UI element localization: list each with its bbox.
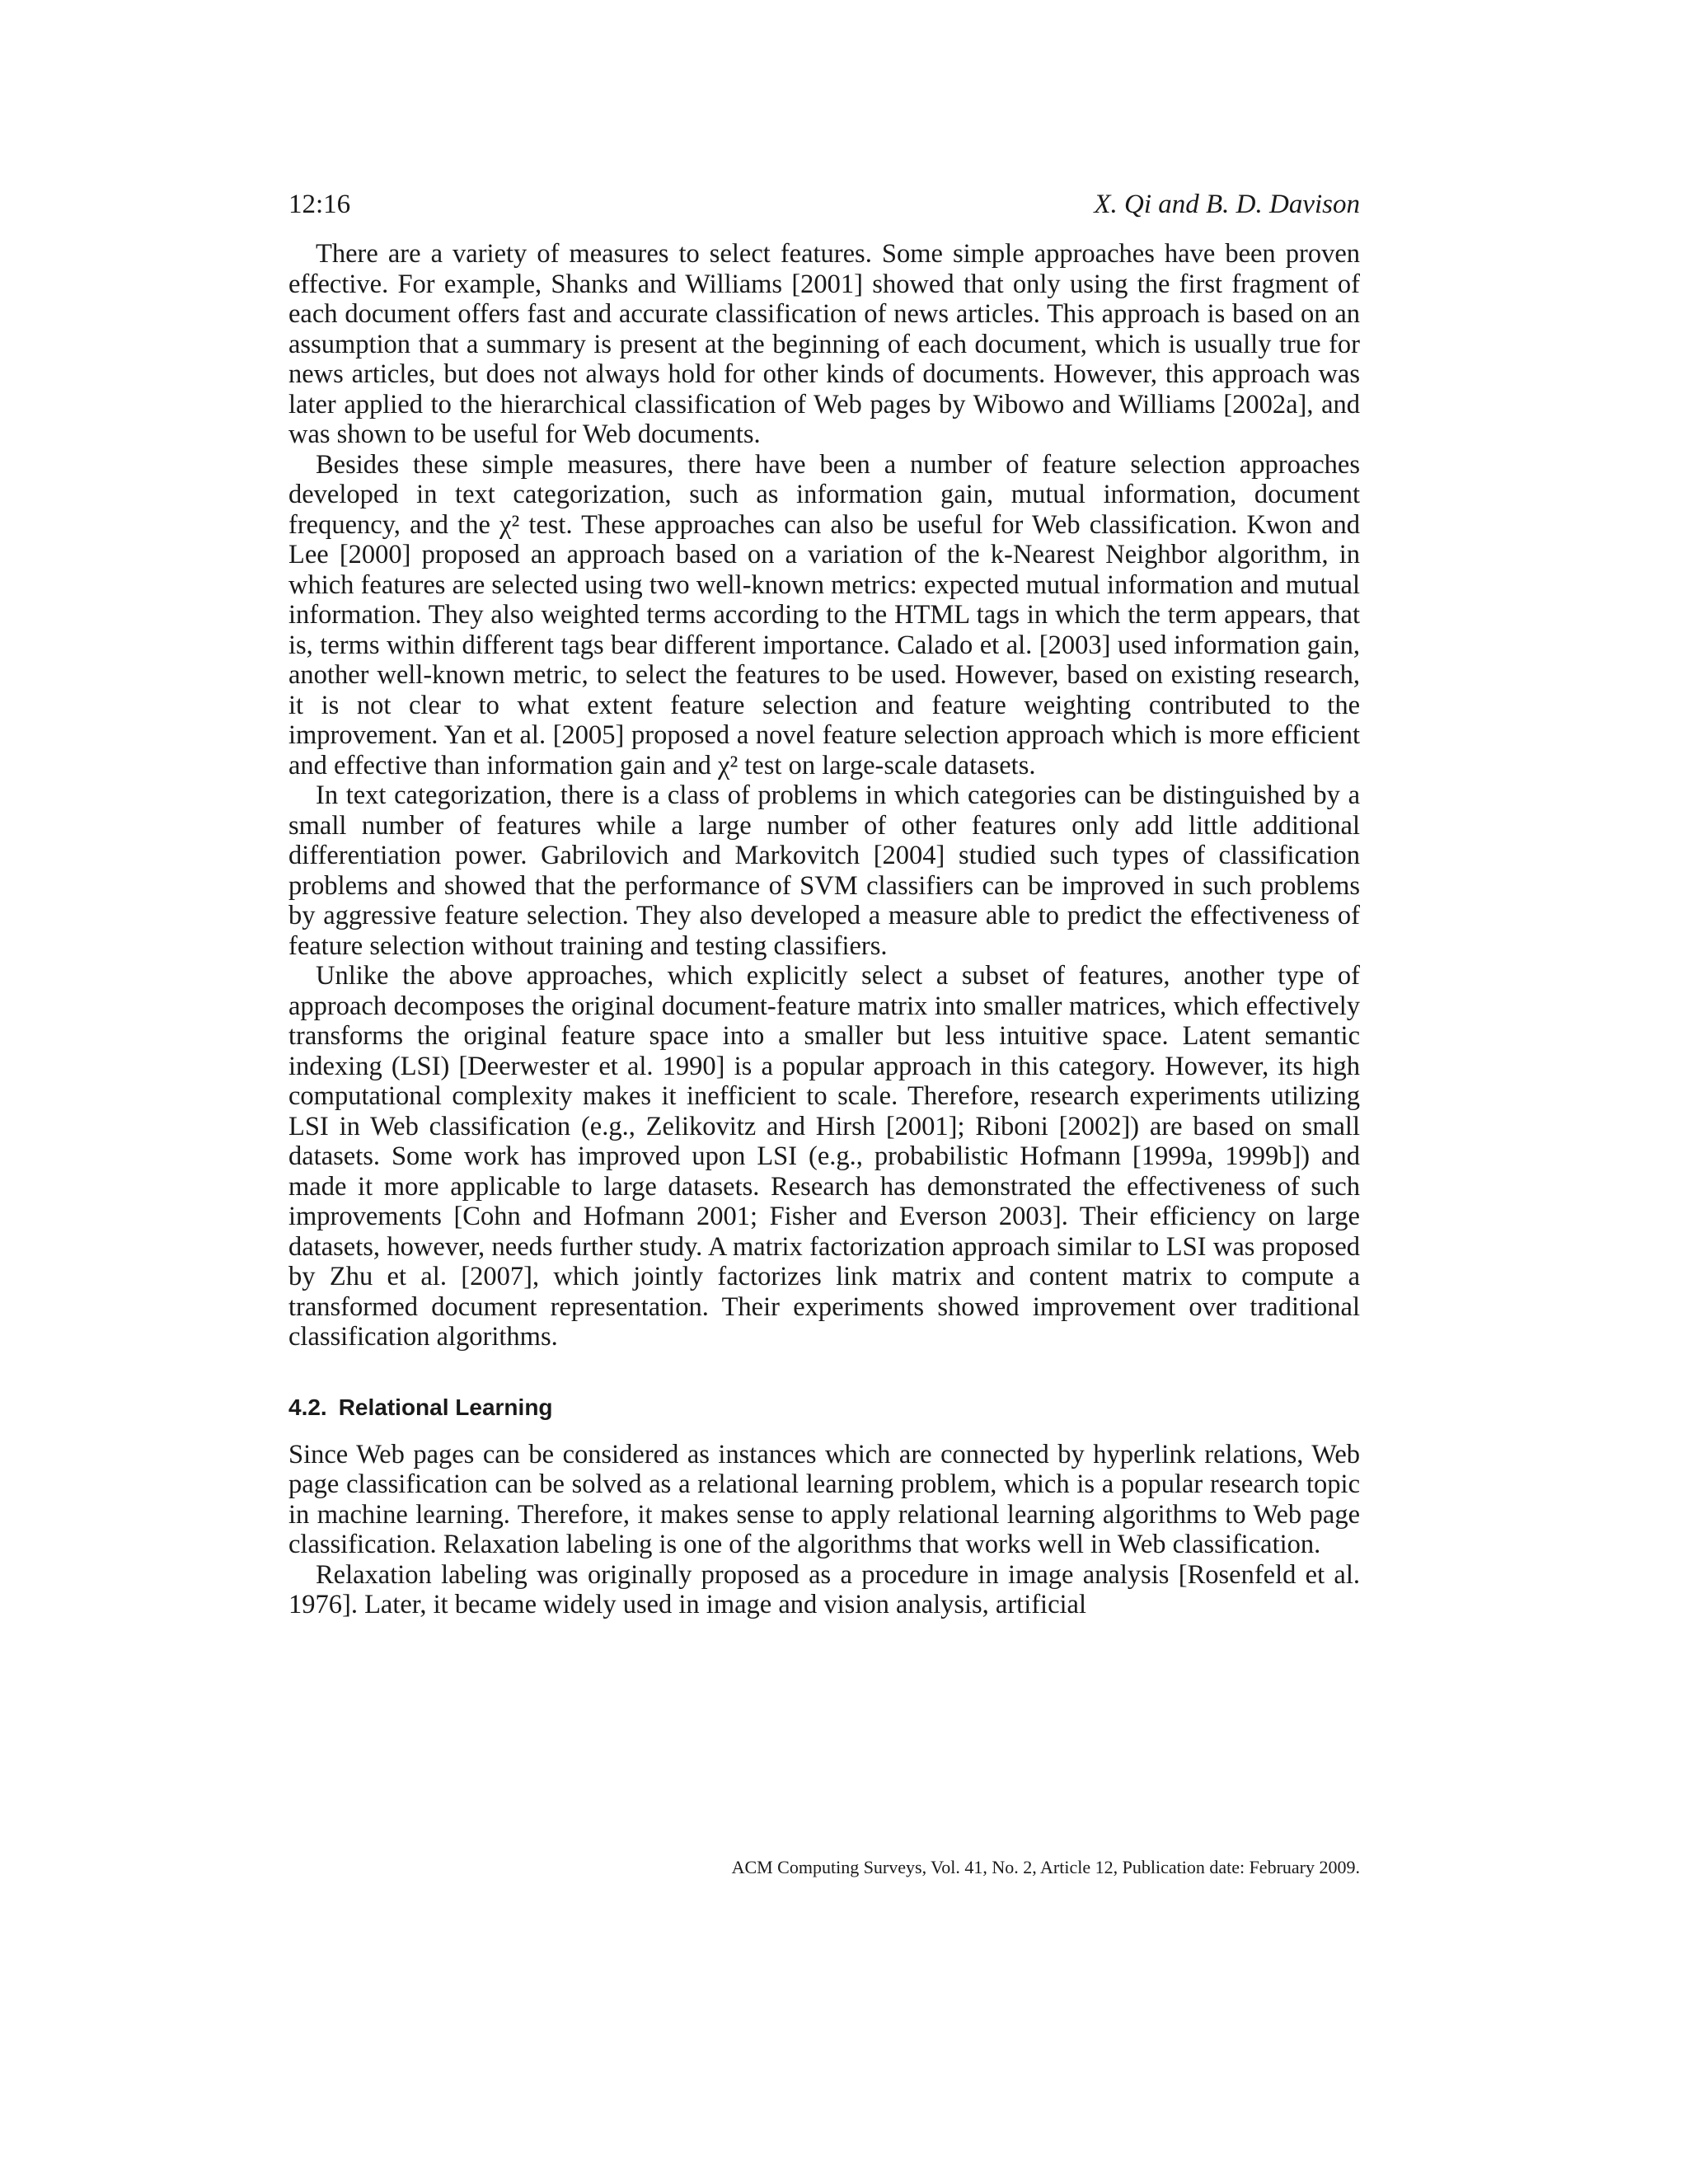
footer-citation: ACM Computing Surveys, Vol. 41, No. 2, Article 12, Publication date: February 2009. — [731, 1857, 1360, 1877]
body-text — [288, 239, 1360, 1620]
paragraph-lsi: Unlike the above approaches, which explicitly select a subset of features, another type of approach decomposes the original document-feature matrix into smaller matrices, which effectively transforms the original feature space into a smaller but less intuitive space. Latent semantic indexing (LSI) [Deerwester et al. 1990] is a popular approach in this category. However, its high computational complexity makes it inefficient to scale. Therefore, research experiments utilizing LSI in Web classification (e.g., Zelikovitz and Hirsh [2001]; Riboni [2002]) are based on small datasets. Some work has improved upon LSI (e.g., probabilistic Hofmann [1999a, 1999b]) and made it more applicable to large datasets. Research has demonstrated the effectiveness of such improvements [Cohn and Hofmann 2001; Fisher and Everson 2003]. Their efficiency on large datasets, however, needs further study. A matrix factorization approach similar to LSI was proposed by Zhu et al. [2007], which jointly factorizes link matrix and content matrix to compute a transformed document representation. Their experiments showed improvement over traditional classification algorithms. — [288, 961, 1360, 1352]
page-content — [288, 188, 1360, 1620]
paragraph-feature-measures: There are a variety of measures to select features. Some simple approaches have been proven effective. For example, Shanks and Williams [2001] showed that only using the first fragment of each document offers fast and accurate classification of news articles. This approach is based on an assumption that a summary is present at the beginning of each document, which is usually true for news articles, but does not always hold for other kinds of documents. However, this approach was later applied to the hierarchical classification of Web pages by Wibowo and Williams [2002a], and was shown to be useful for Web documents. — [288, 239, 1360, 449]
section-number: 4.2. — [288, 1394, 327, 1420]
paragraph-feature-selection: Besides these simple measures, there have been a number of feature selection approaches developed in text categorization, such as information gain, mutual information, document frequency, and the χ² test. These approaches can also be useful for Web classification. Kwon and Lee [2000] proposed an approach based on a variation of the k-Nearest Neighbor algorithm, in which features are selected using two well-known metrics: expected mutual information and mutual information. They also weighted terms according to the HTML tags in which the term appears, that is, terms within different tags bear different importance. Calado et al. [2003] used information gain, another well-known metric, to select the features to be used. However, based on existing research, it is not clear to what extent feature selection and feature weighting contributed to the improvement. Yan et al. [2005] proposed a novel feature selection approach which is more efficient and effective than information gain and χ² test on large-scale datasets. — [288, 449, 1360, 780]
running-head — [288, 188, 1360, 221]
page-number: 12:16 — [288, 190, 351, 219]
paragraph-relational-intro: Since Web pages can be considered as instances which are connected by hyperlink relations, Web page classification can be solved as a relational learning problem, which is a popular research topic in machine learning. Therefore, it makes sense to apply relational learning algorithms to Web page classification. Relaxation labeling is one of the algorithms that works well in Web classification. — [288, 1439, 1360, 1559]
paragraph-relaxation-labeling: Relaxation labeling was originally proposed as a procedure in image analysis [Rosenfeld et al. 1976]. Later, it became widely used in image and vision analysis, artificial — [288, 1559, 1360, 1619]
section-title: Relational Learning — [338, 1394, 553, 1420]
paragraph-text-categorization: In text categorization, there is a class of problems in which categories can be distinguished by a small number of features while a large number of other features only add little additional differentiation power. Gabrilovich and Markovitch [2004] studied such types of classification problems and showed that the performance of SVM classifiers can be improved in such problems by aggressive feature selection. They also developed a measure able to predict the effectiveness of feature selection without training and testing classifiers. — [288, 780, 1360, 961]
section-heading — [288, 1394, 1360, 1422]
running-head-authors: X. Qi and B. D. Davison — [1094, 190, 1360, 219]
